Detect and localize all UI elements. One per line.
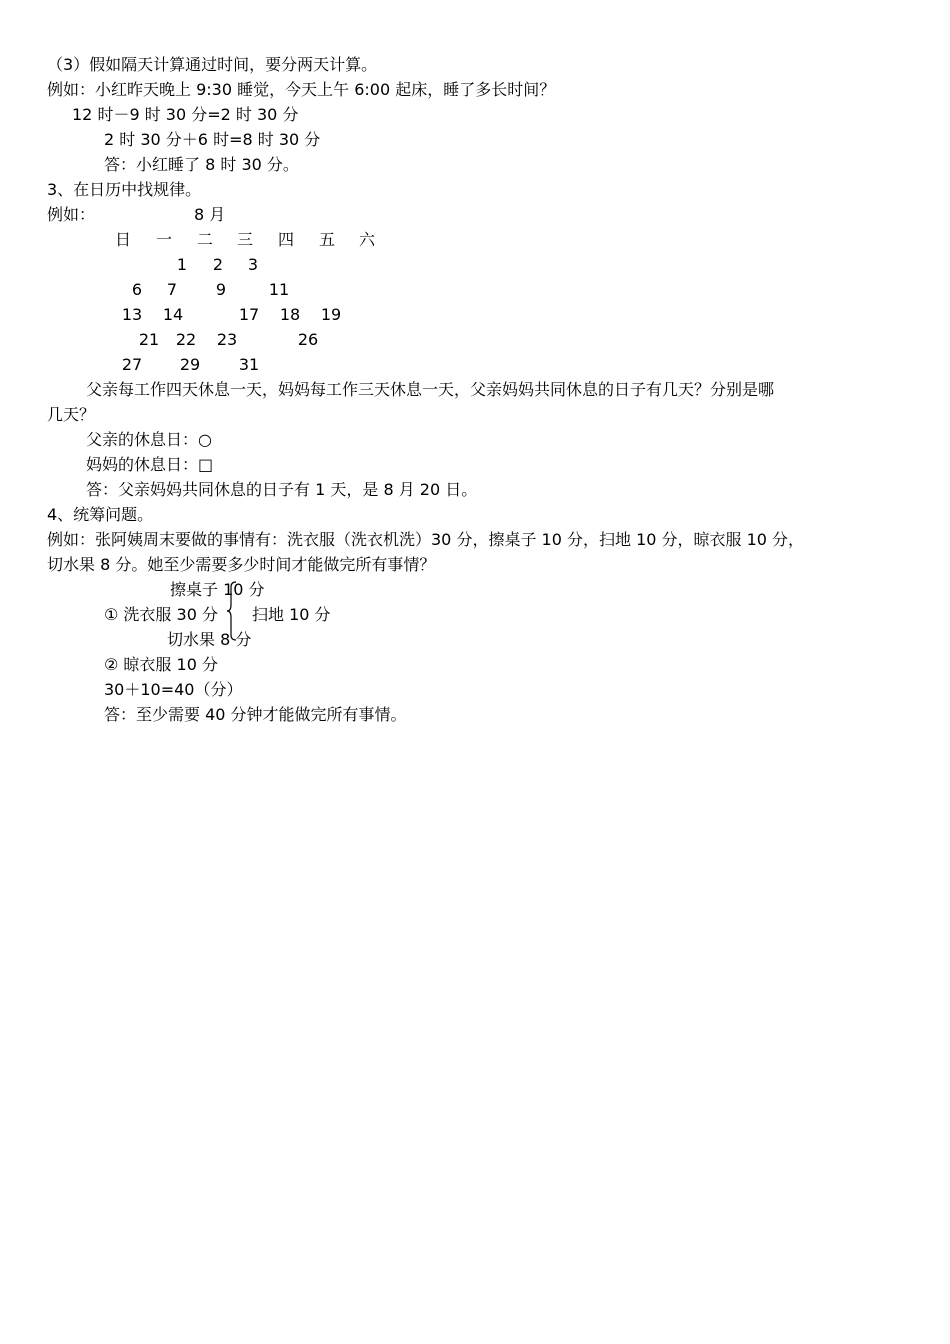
calendar-example-label: 例如： [47, 205, 96, 224]
calendar-date: 17 [238, 305, 260, 324]
calendar-date: 2 [212, 255, 224, 274]
section-3-heading: （3）假如隔天计算通过时间，要分两天计算。 [47, 55, 378, 74]
weekday-mon: 一 [155, 230, 172, 249]
step-2-hang-clothes: ② 晾衣服 10 分 [104, 655, 218, 674]
calc-line-2: 2 时 30 分＋6 时=8 时 30 分 [104, 130, 321, 149]
task-sweep-floor: 扫地 10 分 [252, 605, 331, 624]
task-cut-fruit: 切水果 8 分 [167, 630, 252, 649]
calendar-date: 3 [247, 255, 259, 274]
sleep-answer: 答：小红睡了 8 时 30 分。 [104, 155, 299, 174]
calendar-date: 21 [138, 330, 160, 349]
weekday-tue: 二 [196, 230, 213, 249]
planning-example-line-1: 例如：张阿姨周末要做的事情有：洗衣服（洗衣机洗）30 分，擦桌子 10 分，扫地 10 分，晾衣服 10 分， [47, 530, 805, 549]
calendar-question-line-1: 父亲每工作四天休息一天，妈妈每工作三天休息一天，父亲妈妈共同休息的日子有几天？分别是哪 [86, 380, 775, 399]
calendar-date: 23 [216, 330, 238, 349]
weekday-thu: 四 [277, 230, 294, 249]
calendar-date: 26 [297, 330, 319, 349]
calendar-date: 29 [179, 355, 201, 374]
calendar-date: 22 [175, 330, 197, 349]
example-sleep-question: 例如：小红昨天晚上 9:30 睡觉，今天上午 6:00 起床，睡了多长时间？ [47, 80, 556, 99]
task-wipe-table: 擦桌子 10 分 [170, 580, 265, 599]
calendar-date: 6 [131, 280, 143, 299]
planning-example-line-2: 切水果 8 分。她至少需要多少时间才能做完所有事情？ [47, 555, 436, 574]
calendar-date: 7 [166, 280, 178, 299]
calendar-date: 19 [320, 305, 342, 324]
father-rest-legend: 父亲的休息日：○ [86, 430, 212, 449]
planning-heading: 4、统筹问题。 [47, 505, 154, 524]
weekday-wed: 三 [236, 230, 253, 249]
calendar-date: 31 [238, 355, 260, 374]
weekday-sun: 日 [114, 230, 131, 249]
calendar-date: 14 [162, 305, 184, 324]
calc-line-1: 12 时－9 时 30 分=2 时 30 分 [72, 105, 299, 124]
grouping-brace [226, 581, 238, 641]
mother-rest-legend: 妈妈的休息日：□ [86, 455, 214, 474]
calendar-date: 11 [268, 280, 290, 299]
weekday-sat: 六 [358, 230, 375, 249]
calendar-date: 13 [121, 305, 143, 324]
calendar-date: 27 [121, 355, 143, 374]
weekday-fri: 五 [318, 230, 335, 249]
calendar-heading: 3、在日历中找规律。 [47, 180, 202, 199]
calendar-date: 18 [279, 305, 301, 324]
step-1-wash-clothes: ① 洗衣服 30 分 [104, 605, 218, 624]
calendar-month: 8 月 [194, 205, 226, 224]
planning-calc: 30＋10=40（分） [104, 680, 243, 699]
calendar-answer: 答：父亲妈妈共同休息的日子有 1 天，是 8 月 20 日。 [86, 480, 478, 499]
calendar-date: 1 [176, 255, 188, 274]
planning-answer: 答：至少需要 40 分钟才能做完所有事情。 [104, 705, 407, 724]
calendar-date: 9 [215, 280, 227, 299]
calendar-question-line-2: 几天？ [47, 405, 96, 424]
